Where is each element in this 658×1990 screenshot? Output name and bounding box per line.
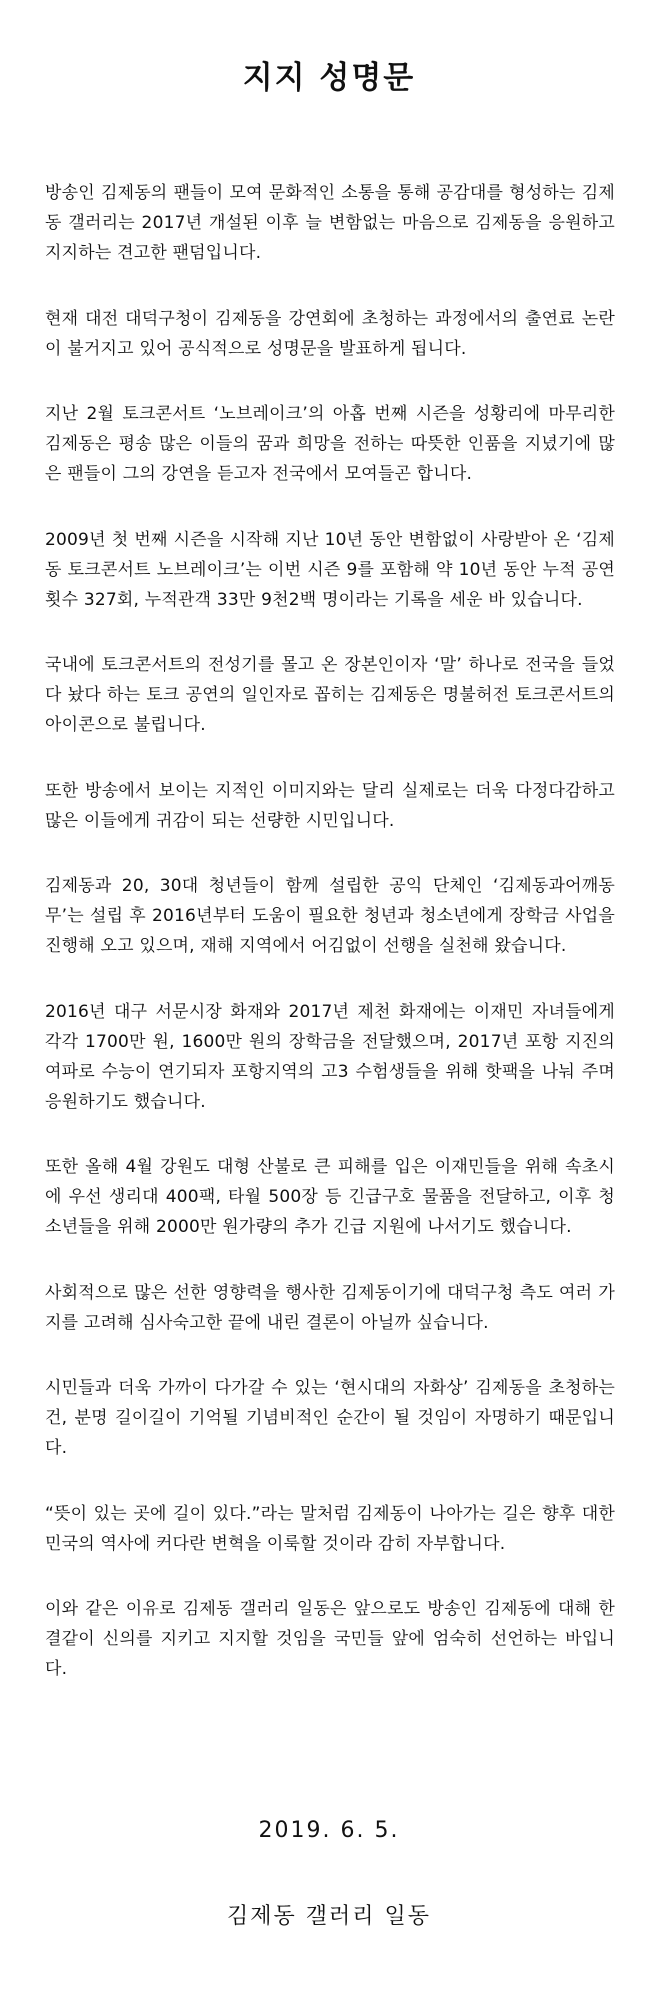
statement-body [45, 178, 615, 1720]
paragraph: 국내에 토크콘서트의 전성기를 몰고 온 장본인이자 ‘말’ 하나로 전국을 들었다 놨다 하는 토크 공연의 일인자로 꼽히는 김제동은 명불허전 토크콘서트의 아이콘으로 불립니다. [45, 655, 615, 735]
paragraph: 2009년 첫 번째 시즌을 시작해 지난 10년 동안 변함없이 사랑받아 온 ‘김제동 토크콘서트 노브레이크’는 이번 시즌 9를 포함해 약 10년 동안 누적 공연 횟수 327회, 누적관객 33만 9천2백 명이라는 기록을 세운 바 있습니다. [45, 529, 615, 610]
paragraph: 이와 같은 이유로 김제동 갤러리 일동은 앞으로도 방송인 김제동에 대해 한결같이 신의를 지키고 지지할 것임을 국민들 앞에 엄숙히 선언하는 바입니다. [45, 1599, 615, 1679]
statement-date: 2019. 6. 5. [258, 1818, 400, 1843]
paragraph: 또한 올해 4월 강원도 대형 산불로 큰 피해를 입은 이재민들을 위해 속초시에 우선 생리대 400팩, 타월 500장 등 긴급구호 물품을 전달하고, 이후 청소년들을 위해 2000만 원가량의 추가 긴급 지원에 나서기도 했습니다. [45, 1157, 615, 1237]
paragraph: 현재 대전 대덕구청이 김제동을 강연회에 초청하는 과정에서의 출연료 논란이 불거지고 있어 공식적으로 성명문을 발표하게 됩니다. [45, 308, 615, 359]
paragraph: 김제동과 20, 30대 청년들이 함께 설립한 공익 단체인 ‘김제동과어깨동무’는 설립 후 2016년부터 도움이 필요한 청년과 청소년에게 장학금 사업을 진행해 오고 있으며, 재해 지역에서 어김없이 선행을 실천해 왔습니다. [45, 876, 615, 956]
paragraph: 지난 2월 토크콘서트 ‘노브레이크’의 아홉 번째 시즌을 성황리에 마무리한 김제동은 평송 많은 이들의 꿈과 희망을 전하는 따뜻한 인품을 지녔기에 많은 팬들이 그의 강연을 듣고자 전국에서 모여들곤 합니다. [45, 404, 615, 484]
paragraph: 또한 방송에서 보이는 지적인 이미지와는 달리 실제로는 더욱 다정다감하고 많은 이들에게 귀감이 되는 선량한 시민입니다. [45, 780, 615, 831]
paragraph: 2016년 대구 서문시장 화재와 2017년 제천 화재에는 이재민 자녀들에게 각각 1700만 원, 1600만 원의 장학금을 전달했으며, 2017년 포항 지진의 여파로 수능이 연기되자 포항지역의 고3 수험생들을 위해 핫팩을 나눠 주며 응원하기도 했습니다. [45, 1001, 615, 1112]
paragraph: 사회적으로 많은 선한 영향력을 행사한 김제동이기에 대덕구청 측도 여러 가지를 고려해 심사숙고한 끝에 내린 결론이 아닐까 싶습니다. [45, 1282, 615, 1333]
document-title: 지지 성명문 [242, 60, 416, 96]
statement-signature: 김제동 갤러리 일동 [226, 1904, 431, 1929]
paragraph: 시민들과 더욱 가까이 다가갈 수 있는 ‘현시대의 자화상’ 김제동을 초청하는 건, 분명 길이길이 기억될 기념비적인 순간이 될 것임이 자명하기 때문입니다. [45, 1378, 615, 1458]
paragraph: 방송인 김제동의 팬들이 모여 문화적인 소통을 통해 공감대를 형성하는 김제동 갤러리는 2017년 개설된 이후 늘 변함없는 마음으로 김제동을 응원하고 지지하는 견고한 팬덤입니다. [45, 183, 615, 263]
paragraph: “뜻이 있는 곳에 길이 있다.”라는 말처럼 김제동이 나아가는 길은 향후 대한민국의 역사에 커다란 변혁을 이룩할 것이라 감히 자부합니다. [45, 1503, 615, 1554]
